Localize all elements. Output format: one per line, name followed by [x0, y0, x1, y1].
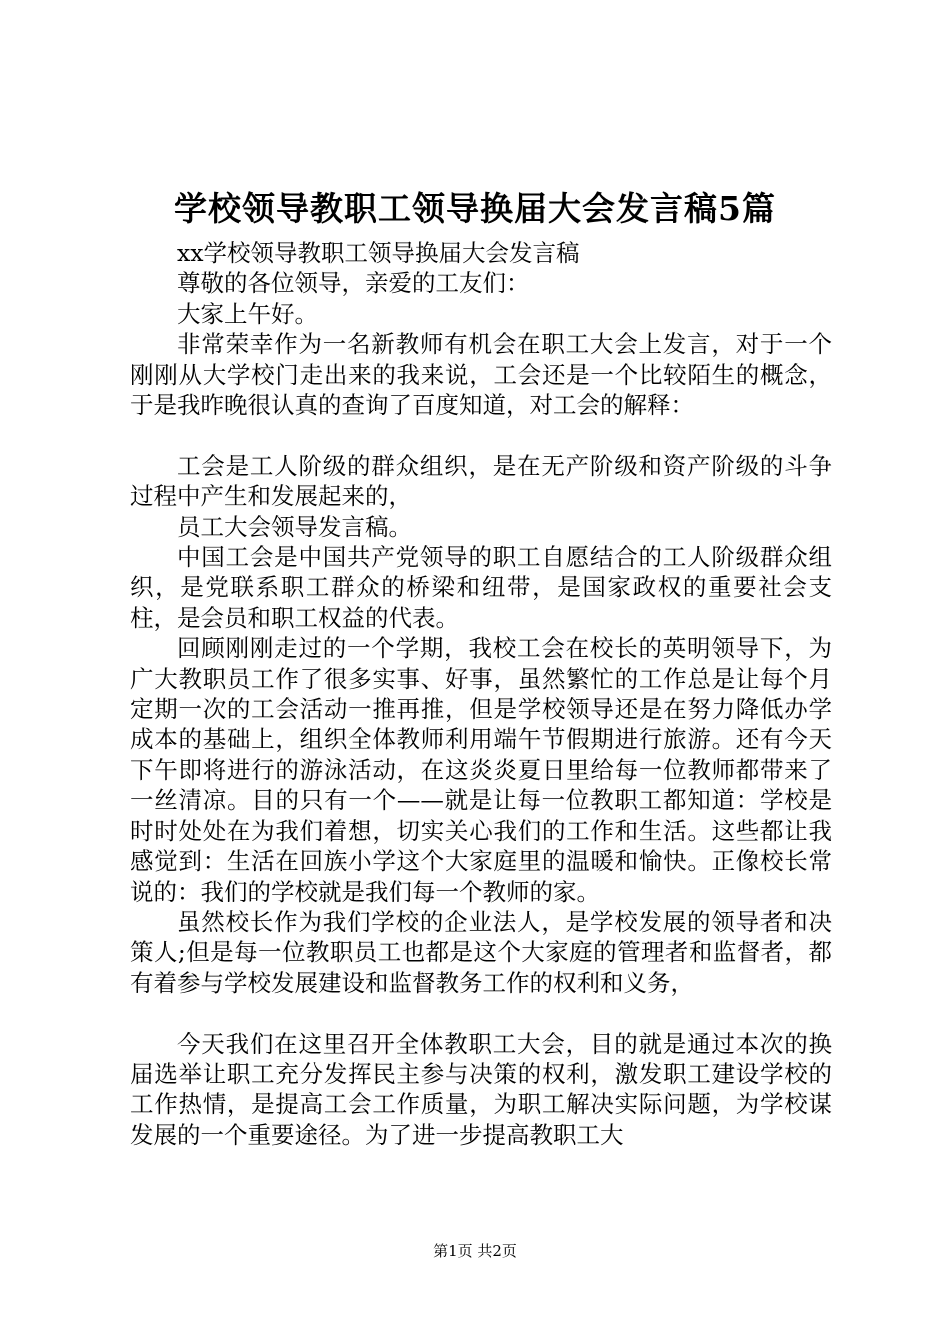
- page-number: 第1页 共2页: [433, 1242, 517, 1260]
- paragraph-subtitle: xx学校领导教职工领导换届大会发言稿: [177, 239, 580, 267]
- paragraph-review: 回顾刚刚走过的一个学期，我校工会在校长的英明领导下，为广大教职员工作了很多实事、好事，虽然繁忙的工作总是让每个月定期一次的工会活动一推再推，但是学校领导还是在努力降低办学成本的基础上，组织全体教师利用端午节假期进行旅游。还有今天下午即将进行的游泳活动，在这炎炎夏日里给每一位教师都带来了一丝清凉。目的只有一个——就是让每一位教职工都知道：学校是时时处处在为我们着想，切实关心我们的工作和生活。这些都让我感觉到：生活在回族小学这个大家庭里的温暖和愉快。正像校长常说的：我们的学校就是我们每一个教师的家。: [130, 634, 832, 906]
- paragraph-note: 员工大会领导发言稿。: [177, 512, 412, 541]
- paragraph-salutation: 尊敬的各位领导，亲爱的工友们：: [177, 269, 530, 298]
- document-body: [130, 238, 832, 1150]
- paragraph-greeting: 大家上午好。: [177, 299, 318, 328]
- paragraph-today: 今天我们在这里召开全体教职工大会，目的就是通过本次的换届选举让职工充分发挥民主参与决策的权利，激发职工建设学校的工作热情，是提高工会工作质量，为职工解决实际问题，为学校谋发展的一个重要途径。为了进一步提高教职工大: [130, 1029, 832, 1149]
- paragraph-principal: 虽然校长作为我们学校的企业法人，是学校发展的领导者和决策人;但是每一位教职员工也都是这个大家庭的管理者和监督者，都有着参与学校发展建设和监督教务工作的权利和义务，: [130, 907, 832, 997]
- paragraph-intro: 非常荣幸作为一名新教师有机会在职工大会上发言，对于一个刚刚从大学校门走出来的我来说，工会还是一个比较陌生的概念，于是我昨晚很认真的查询了百度知道，对工会的解释：: [130, 330, 832, 420]
- document-title: 学校领导教职工领导换届大会发言稿5篇: [174, 189, 776, 228]
- paragraph-union-definition: 工会是工人阶级的群众组织，是在无产阶级和资产阶级的斗争过程中产生和发展起来的，: [130, 451, 832, 511]
- paragraph-china-union: 中国工会是中国共产党领导的职工自愿结合的工人阶级群众组织，是党联系职工群众的桥梁和纽带，是国家政权的重要社会支柱，是会员和职工权益的代表。: [130, 543, 832, 632]
